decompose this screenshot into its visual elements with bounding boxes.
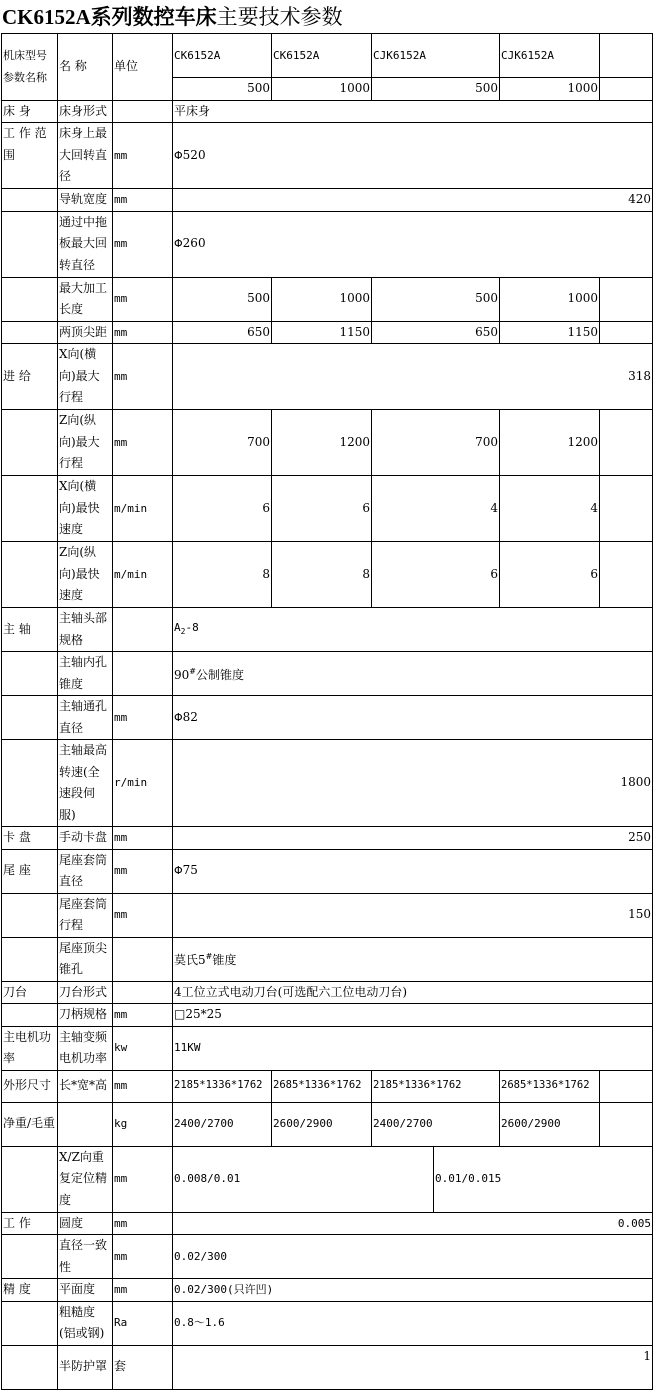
category-precision-b: 精 度 [2,1279,58,1302]
row-name: Z向(纵向)最快速度 [58,542,113,608]
header-param-label: 参数名称 [3,70,47,84]
table-row [2,740,653,827]
table-row [2,1345,653,1389]
row-value-3: 6 [372,542,500,608]
table-row [2,1070,653,1102]
row-unit: mm [113,189,173,212]
row-name: 主轴通孔直径 [58,696,113,740]
table-row [2,1026,653,1070]
table-row [2,344,653,410]
row-value-2: 2600/2900 [272,1102,372,1146]
row-value-1: 500 [173,277,272,321]
row-value-1: 8 [173,542,272,608]
table-row [2,1279,653,1302]
row-unit: mm [113,211,173,277]
row-name: 主轴变频电机功率 [58,1026,113,1070]
row-value [173,849,653,893]
row-name: X/Z向重复定位精度 [58,1146,113,1212]
row-name: 直径一致性 [58,1235,113,1279]
table-row [2,321,653,344]
diameter-value: 82 [182,709,198,724]
row-unit: mm [113,1004,173,1027]
row-value: 莫氏5#锥度 [173,937,653,981]
table-row [2,696,653,740]
row-value-1: 6 [173,476,272,542]
diameter-symbol: Φ [174,710,183,724]
header-model-4: CJK6152A [500,34,600,78]
row-name: 主轴最高转速(全速段伺服) [58,740,113,827]
diameter-value: 260 [182,236,206,251]
row-unit: kg [113,1102,173,1146]
table-row [2,542,653,608]
header-name: 名 称 [58,34,113,101]
row-name: 半防护罩 [58,1345,113,1389]
diameter-value: 75 [182,863,198,878]
category-chuck: 卡 盘 [2,827,58,850]
table-row [2,827,653,850]
table-row [2,1102,653,1146]
row-value-1: 0.008/0.01 [173,1146,434,1212]
row-value [173,123,653,189]
title-model: CK6152A系列数控车床 [2,5,217,29]
header-model-1: CK6152A [173,34,272,78]
row-value-4: 1200 [500,410,600,476]
row-name: 尾座套筒行程 [58,893,113,937]
row-name: 粗糙度(铝或钢) [58,1301,113,1345]
row-value: 0.02/300(只许凹) [173,1279,653,1302]
row-value-3: 4 [372,476,500,542]
row-value-2: 2685*1336*1762 [272,1070,372,1102]
row-name: 主轴内孔锥度 [58,652,113,696]
category-turret: 刀台 [2,981,58,1004]
row-unit: 套 [113,1345,173,1389]
category-bed: 床 身 [2,100,58,123]
row-value: 1 [173,1345,653,1389]
row-value-2: 1000 [272,277,372,321]
category-tailstock: 尾 座 [2,849,58,893]
row-name: 手动卡盘 [58,827,113,850]
row-unit [113,100,173,123]
row-name: 平面度 [58,1279,113,1302]
category-work-range: 工 作 范 围 [2,123,58,189]
row-unit: mm [113,827,173,850]
category-weight: 净重/毛重 [2,1102,58,1146]
header-length-1: 500 [173,78,272,101]
row-value: 平床身 [173,100,653,123]
header-length-3: 500 [372,78,500,101]
table-row [2,1004,653,1027]
row-unit: mm [113,1235,173,1279]
header-length-2: 1000 [272,78,372,101]
table-row [2,189,653,212]
row-name: Z向(纵向)最大行程 [58,410,113,476]
row-unit: mm [113,410,173,476]
row-name: 尾座套筒直径 [58,849,113,893]
row-unit: kw [113,1026,173,1070]
row-value-1: 2400/2700 [173,1102,272,1146]
row-unit: mm [113,1212,173,1235]
spec-table [1,33,653,1390]
row-unit: mm [113,277,173,321]
row-unit: mm [113,123,173,189]
table-row [2,410,653,476]
row-value-1: 2185*1336*1762 [173,1070,272,1102]
row-value-3: 700 [372,410,500,476]
row-name: 圆度 [58,1212,113,1235]
row-value: 11KW [173,1026,653,1070]
row-name: 最大加工长度 [58,277,113,321]
table-row [2,123,653,189]
table-row [2,100,653,123]
row-unit: Ra [113,1301,173,1345]
row-value-4: 6 [500,542,600,608]
row-value-4: 1000 [500,277,600,321]
row-name: 通过中拖板最大回转直径 [58,211,113,277]
row-unit: mm [113,893,173,937]
row-value: 318 [173,344,653,410]
row-value-3: 650 [372,321,500,344]
row-name: 床身形式 [58,100,113,123]
row-unit: m/min [113,476,173,542]
table-row [2,1235,653,1279]
table-row [2,277,653,321]
table-row [2,937,653,981]
row-name: 刀柄规格 [58,1004,113,1027]
table-row [2,1301,653,1345]
row-unit: mm [113,344,173,410]
title-suffix: 主要技术参数 [216,5,343,29]
row-value: $A_2-8$ [173,608,653,652]
table-row [2,849,653,893]
category-dimensions: 外形尺寸 [2,1070,58,1102]
table-header-row [2,34,653,78]
row-unit: mm [113,1279,173,1302]
row-name: 主轴头部规格 [58,608,113,652]
row-value: 90#公制锥度 [173,652,653,696]
row-value-2: 6 [272,476,372,542]
row-value-1: 700 [173,410,272,476]
row-unit [113,937,173,981]
table-row [2,608,653,652]
row-unit [113,652,173,696]
table-row [2,652,653,696]
header-unit: 单位 [113,34,173,101]
row-value-3: 2185*1336*1762 [372,1070,500,1102]
row-unit: mm [113,696,173,740]
row-unit: mm [113,1146,173,1212]
row-name [58,1102,113,1146]
header-model-2: CK6152A [272,34,372,78]
row-value: 420 [173,189,653,212]
table-row [2,1212,653,1235]
row-value: 4工位立式电动刀台(可选配六工位电动刀台) [173,981,653,1004]
row-value: 1800 [173,740,653,827]
row-value-3: 500 [372,277,500,321]
row-name: 两顶尖距 [58,321,113,344]
row-value: 0.005 [173,1212,653,1235]
row-value: 0.02/300 [173,1235,653,1279]
table-row [2,893,653,937]
row-unit: mm [113,849,173,893]
row-value [173,696,653,740]
row-name: 尾座顶尖锥孔 [58,937,113,981]
row-value: □25*25 [173,1004,653,1027]
category-precision-a: 工 作 [2,1212,58,1235]
row-unit [113,608,173,652]
diameter-symbol: Φ [174,864,183,878]
row-name: X向(横向)最大行程 [58,344,113,410]
row-value-4: 2600/2900 [500,1102,600,1146]
row-value: 250 [173,827,653,850]
row-name: 刀台形式 [58,981,113,1004]
header-model-label: 机床型号 [3,49,47,63]
row-value-4: 4 [500,476,600,542]
header-model-3: CJK6152A [372,34,500,78]
row-unit [113,981,173,1004]
row-name: 导轨宽度 [58,189,113,212]
row-value-4: 2685*1336*1762 [500,1070,600,1102]
row-value [173,211,653,277]
table-row [2,981,653,1004]
category-spindle: 主 轴 [2,608,58,652]
row-unit: mm [113,1070,173,1102]
table-row [2,476,653,542]
category-motor: 主电机功率 [2,1026,58,1070]
table-row [2,211,653,277]
table-row [2,1146,653,1212]
row-value-4: 1150 [500,321,600,344]
row-unit: mm [113,321,173,344]
diameter-symbol: Φ [174,148,183,162]
row-name: 床身上最大回转直径 [58,123,113,189]
row-value-2: 1150 [272,321,372,344]
diameter-symbol: Φ [174,237,183,251]
row-value: 0.8～1.6 [173,1301,653,1345]
row-value-2: 8 [272,542,372,608]
row-unit: r/min [113,740,173,827]
row-value: 150 [173,893,653,937]
row-unit: m/min [113,542,173,608]
row-name: X向(横向)最快速度 [58,476,113,542]
row-name: 长*宽*高 [58,1070,113,1102]
header-length-4: 1000 [500,78,600,101]
row-value-2: 1200 [272,410,372,476]
row-value-3: 2400/2700 [372,1102,500,1146]
header-model-param-cell [2,34,58,101]
row-value-1: 650 [173,321,272,344]
category-feed: 进 给 [2,344,58,410]
document-title [2,2,343,32]
row-value-2: 0.01/0.015 [434,1146,653,1212]
diameter-value: 520 [182,147,206,162]
